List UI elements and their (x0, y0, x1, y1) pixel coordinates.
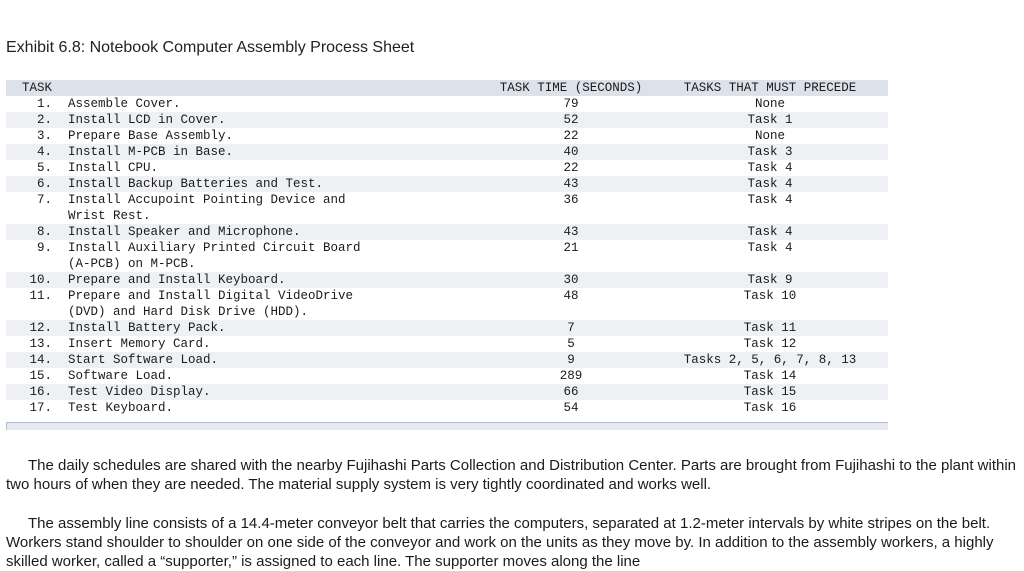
task-time: 289 (559, 369, 583, 383)
table-bottom-border (6, 422, 888, 430)
task-description-line: Insert Memory Card. (68, 337, 211, 351)
exhibit-title: Exhibit 6.8: Notebook Computer Assembly Process Sheet (6, 39, 415, 56)
task-description-line: Prepare Base Assembly. (68, 129, 234, 143)
task-predecessors: Task 14 (743, 369, 797, 383)
table-row (6, 160, 888, 176)
task-description-line: Software Load. (68, 369, 174, 383)
table-row (6, 224, 888, 240)
task-description-continuation: (A-PCB) on M-PCB. (68, 257, 196, 271)
task-time: 22 (563, 129, 579, 143)
task-description-line: Assemble Cover. (68, 97, 181, 111)
task-description-line: Prepare and Install Digital VideoDrive (68, 289, 354, 303)
task-time: 9 (490, 352, 652, 368)
task-description (60, 352, 490, 368)
table-row (6, 176, 888, 192)
table-row (6, 288, 888, 320)
task-predecessors: Task 3 (652, 144, 888, 160)
task-time: 79 (563, 97, 579, 111)
task-description-line: Install Accupoint Pointing Device and (68, 193, 346, 207)
task-number: 2. (6, 112, 60, 128)
task-predecessors: Task 4 (652, 224, 888, 240)
task-description (60, 224, 490, 240)
task-description-line: Install Backup Batteries and Test. (68, 177, 324, 191)
task-predecessors: Task 9 (652, 272, 888, 288)
task-time: 21 (563, 241, 579, 255)
precede-column-header: TASKS THAT MUST PRECEDE (652, 80, 888, 96)
task-predecessors: None (755, 129, 786, 143)
task-number: 10. (6, 272, 60, 288)
task-rows (6, 96, 888, 416)
task-description-line: Test Keyboard. (68, 401, 174, 415)
table-row (6, 352, 888, 368)
task-time: 5 (567, 337, 575, 351)
task-predecessors: Tasks 2, 5, 6, 7, 8, 13 (652, 352, 888, 368)
task-number: 4. (6, 144, 60, 160)
task-description (60, 400, 490, 416)
task-predecessors: Task 1 (652, 112, 888, 128)
task-time: 40 (490, 144, 652, 160)
table-row (6, 240, 888, 272)
task-description (60, 320, 490, 336)
table-row (6, 112, 888, 128)
task-description (60, 272, 490, 288)
table-row (6, 336, 888, 352)
task-description (60, 176, 490, 192)
task-predecessors: Task 4 (747, 161, 793, 175)
task-number: 8. (6, 224, 60, 240)
table-row (6, 320, 888, 336)
task-description (60, 336, 490, 352)
task-predecessors: Task 11 (652, 320, 888, 336)
task-number: 12. (6, 320, 60, 336)
task-number: 14. (6, 352, 60, 368)
task-predecessors: Task 16 (743, 401, 797, 415)
task-time: 48 (563, 289, 579, 303)
task-number: 6. (6, 176, 60, 192)
task-description (60, 144, 490, 160)
table-row (6, 384, 888, 400)
task-time: 7 (490, 320, 652, 336)
task-description-continuation: (DVD) and Hard Disk Drive (HDD). (68, 305, 309, 319)
table-row (6, 192, 888, 224)
task-description-line: Test Video Display. (68, 385, 211, 399)
task-predecessors: Task 10 (743, 289, 797, 303)
task-time: 54 (563, 401, 579, 415)
task-number: 7. (36, 193, 52, 207)
task-description (60, 160, 490, 176)
task-column-header: TASK (6, 80, 490, 96)
task-description (60, 128, 490, 144)
task-time: 43 (490, 224, 652, 240)
task-predecessors: Task 12 (743, 337, 797, 351)
task-description-line: Install LCD in Cover. (68, 113, 226, 127)
task-description-line: Prepare and Install Keyboard. (68, 273, 286, 287)
table-row (6, 368, 888, 384)
task-description (60, 368, 490, 384)
task-description-continuation: Wrist Rest. (68, 209, 151, 223)
table-row (6, 96, 888, 112)
task-time: 30 (490, 272, 652, 288)
task-description-line: Start Software Load. (68, 353, 219, 367)
task-time: 52 (490, 112, 652, 128)
task-description (60, 384, 490, 400)
task-description (60, 192, 490, 224)
task-predecessors: Task 4 (652, 176, 888, 192)
task-description-line: Install Auxiliary Printed Circuit Board (68, 241, 361, 255)
task-description (60, 96, 490, 112)
task-number: 5. (36, 161, 52, 175)
task-description (60, 112, 490, 128)
task-number: 15. (29, 369, 52, 383)
task-time: 22 (563, 161, 579, 175)
task-number: 3. (36, 129, 52, 143)
body-paragraph-2: The assembly line consists of a 14.4-meter conveyor belt that carries the computers, separated at 1.2-meter intervals by white stripes on the belt. Workers stand shoulder to shoulder on one side of the conveyor and work on the units as they move by. In addition to the assembly workers, a highly skilled worker, called a “supporter,” is assigned to each line. The supporter moves along the line (6, 515, 994, 570)
task-number: 11. (29, 289, 52, 303)
table-row (6, 272, 888, 288)
task-number: 16. (6, 384, 60, 400)
task-description (60, 288, 490, 320)
task-time: 66 (490, 384, 652, 400)
table-row (6, 144, 888, 160)
task-description-line: Install Battery Pack. (68, 321, 226, 335)
task-predecessors: Task 4 (747, 241, 793, 255)
task-predecessors: Task 4 (747, 193, 793, 207)
body-paragraph-1: The daily schedules are shared with the nearby Fujihashi Parts Collection and Distribution Center. Parts are brought from Fujihashi to the plant within two hours of when they are needed. The material supply system is very tightly coordinated and works well. (6, 457, 1017, 493)
task-number: 1. (36, 97, 52, 111)
table-row (6, 400, 888, 416)
task-predecessors: None (755, 97, 786, 111)
task-description-line: Install Speaker and Microphone. (68, 225, 301, 239)
process-sheet-table (6, 80, 888, 416)
process-sheet (6, 80, 888, 430)
task-description (60, 240, 490, 272)
task-description-line: Install M-PCB in Base. (68, 145, 234, 159)
task-time-column-header: TASK TIME (SECONDS) (490, 80, 652, 96)
task-predecessors: Task 15 (652, 384, 888, 400)
task-number: 13. (29, 337, 52, 351)
table-header-row (6, 80, 888, 96)
table-row (6, 128, 888, 144)
task-time: 43 (490, 176, 652, 192)
task-time: 36 (563, 193, 579, 207)
task-number: 9. (36, 241, 52, 255)
task-number: 17. (29, 401, 52, 415)
task-description-line: Install CPU. (68, 161, 159, 175)
